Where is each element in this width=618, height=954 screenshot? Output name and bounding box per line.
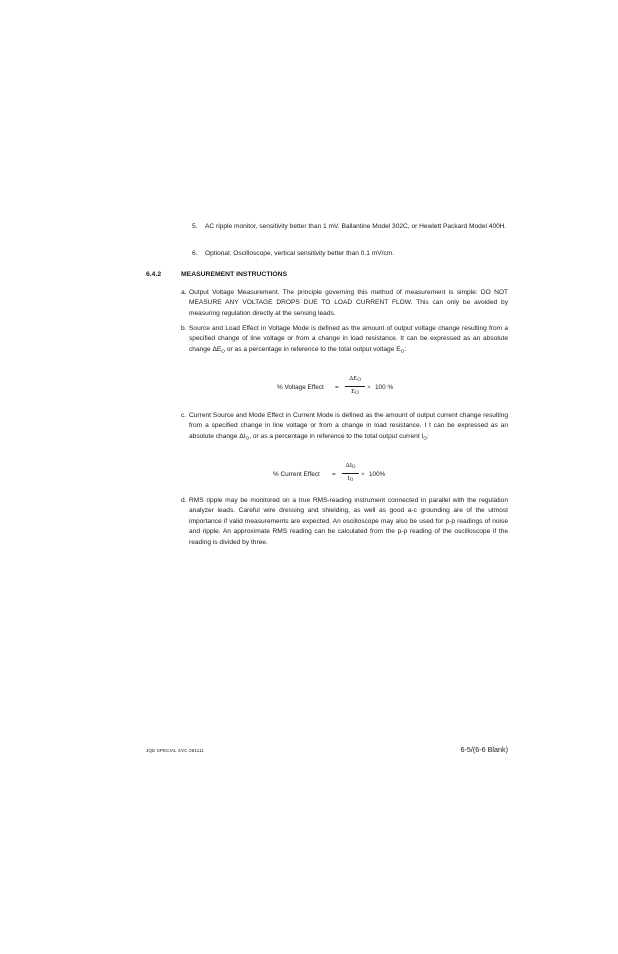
times-sign: × — [361, 471, 365, 478]
list-item-text: Optional: Oscilloscope, vertical sensitivity better than 0.1 mV/cm. — [205, 250, 395, 257]
paragraph-b — [181, 324, 508, 358]
fraction: $\Delta E_O$ $E_O$ — [345, 375, 365, 398]
paragraph-c — [181, 411, 508, 445]
equals-sign: = — [332, 471, 336, 478]
formula-label: % Current Effect — [273, 471, 320, 478]
list-item-number: 5. — [192, 223, 198, 230]
percent-value: 100% — [369, 471, 386, 478]
percent-value: 100 % — [375, 384, 394, 391]
formula-label: % Voltage Effect — [277, 384, 324, 391]
list-item-text: AC ripple monitor, sensitivity better than 1 mV. Ballantine Model 302C, or Hewlett Packard Model 400H. — [205, 223, 507, 230]
paragraph-letter: d. — [181, 497, 187, 504]
list-item — [192, 249, 508, 259]
paragraph-letter: b. — [181, 325, 187, 332]
times-sign: × — [367, 384, 371, 391]
paragraph-text: RMS ripple may be monitored on a true RMS-reading instrument connected in parallel with the regulation analyzer leads. Careful wire dressing and shielding, as well as good a-c grounding are of the utmost importance if valid measurements are expected. An oscilloscope may also be used for p-p readings of noise and ripple. An approximate RMS reading can be calculated from the p-p reading of the oscilloscope if the reading is divided by three. — [189, 497, 508, 546]
list-item — [192, 222, 508, 232]
footer-page-number: 6-5/(6-6 Blank) — [460, 745, 508, 754]
paragraph-d — [181, 496, 508, 548]
list-item-number: 6. — [192, 250, 198, 257]
paragraph-text: Source and Load Effect in Voltage Mode is defined as the amount of output voltage change resulting from a specified change of line voltage or from a change in load resistance. It can be expressed as an absolute change $\Delta E_O$ or as a percentage in reference to the total output voltage $E_O$: — [189, 325, 508, 355]
paragraph-a — [181, 288, 508, 319]
paragraph-text: Current Source and Mode Effect in Current Mode is defined as the amount of output current change resulting from a specified change in line voltage or from a change in load resistance. I t can be expressed as an absolute change $\Delta I_O$, or as a percentage in reference to the total output current $I_O$: — [189, 412, 508, 442]
paragraph-text: Output Voltage Measurement. The principle governing this method of measurement is simple: DO NOT MEASURE ANY VOLTAGE DROPS DUE TO LOAD CURRENT FLOW. This can only be avoided by measuring regulation directly at the sensing leads. — [189, 289, 508, 317]
section-number: 6.4.2 — [146, 271, 162, 278]
fraction: $\Delta I_O$ $I_O$ — [342, 462, 359, 485]
equals-sign: = — [335, 384, 339, 391]
footer-document-id: JQE SPECIAL SVC 081111 — [146, 748, 204, 753]
paragraph-letter: a. — [181, 289, 187, 296]
paragraph-letter: c. — [181, 412, 187, 419]
section-title: MEASUREMENT INSTRUCTIONS — [181, 271, 288, 278]
